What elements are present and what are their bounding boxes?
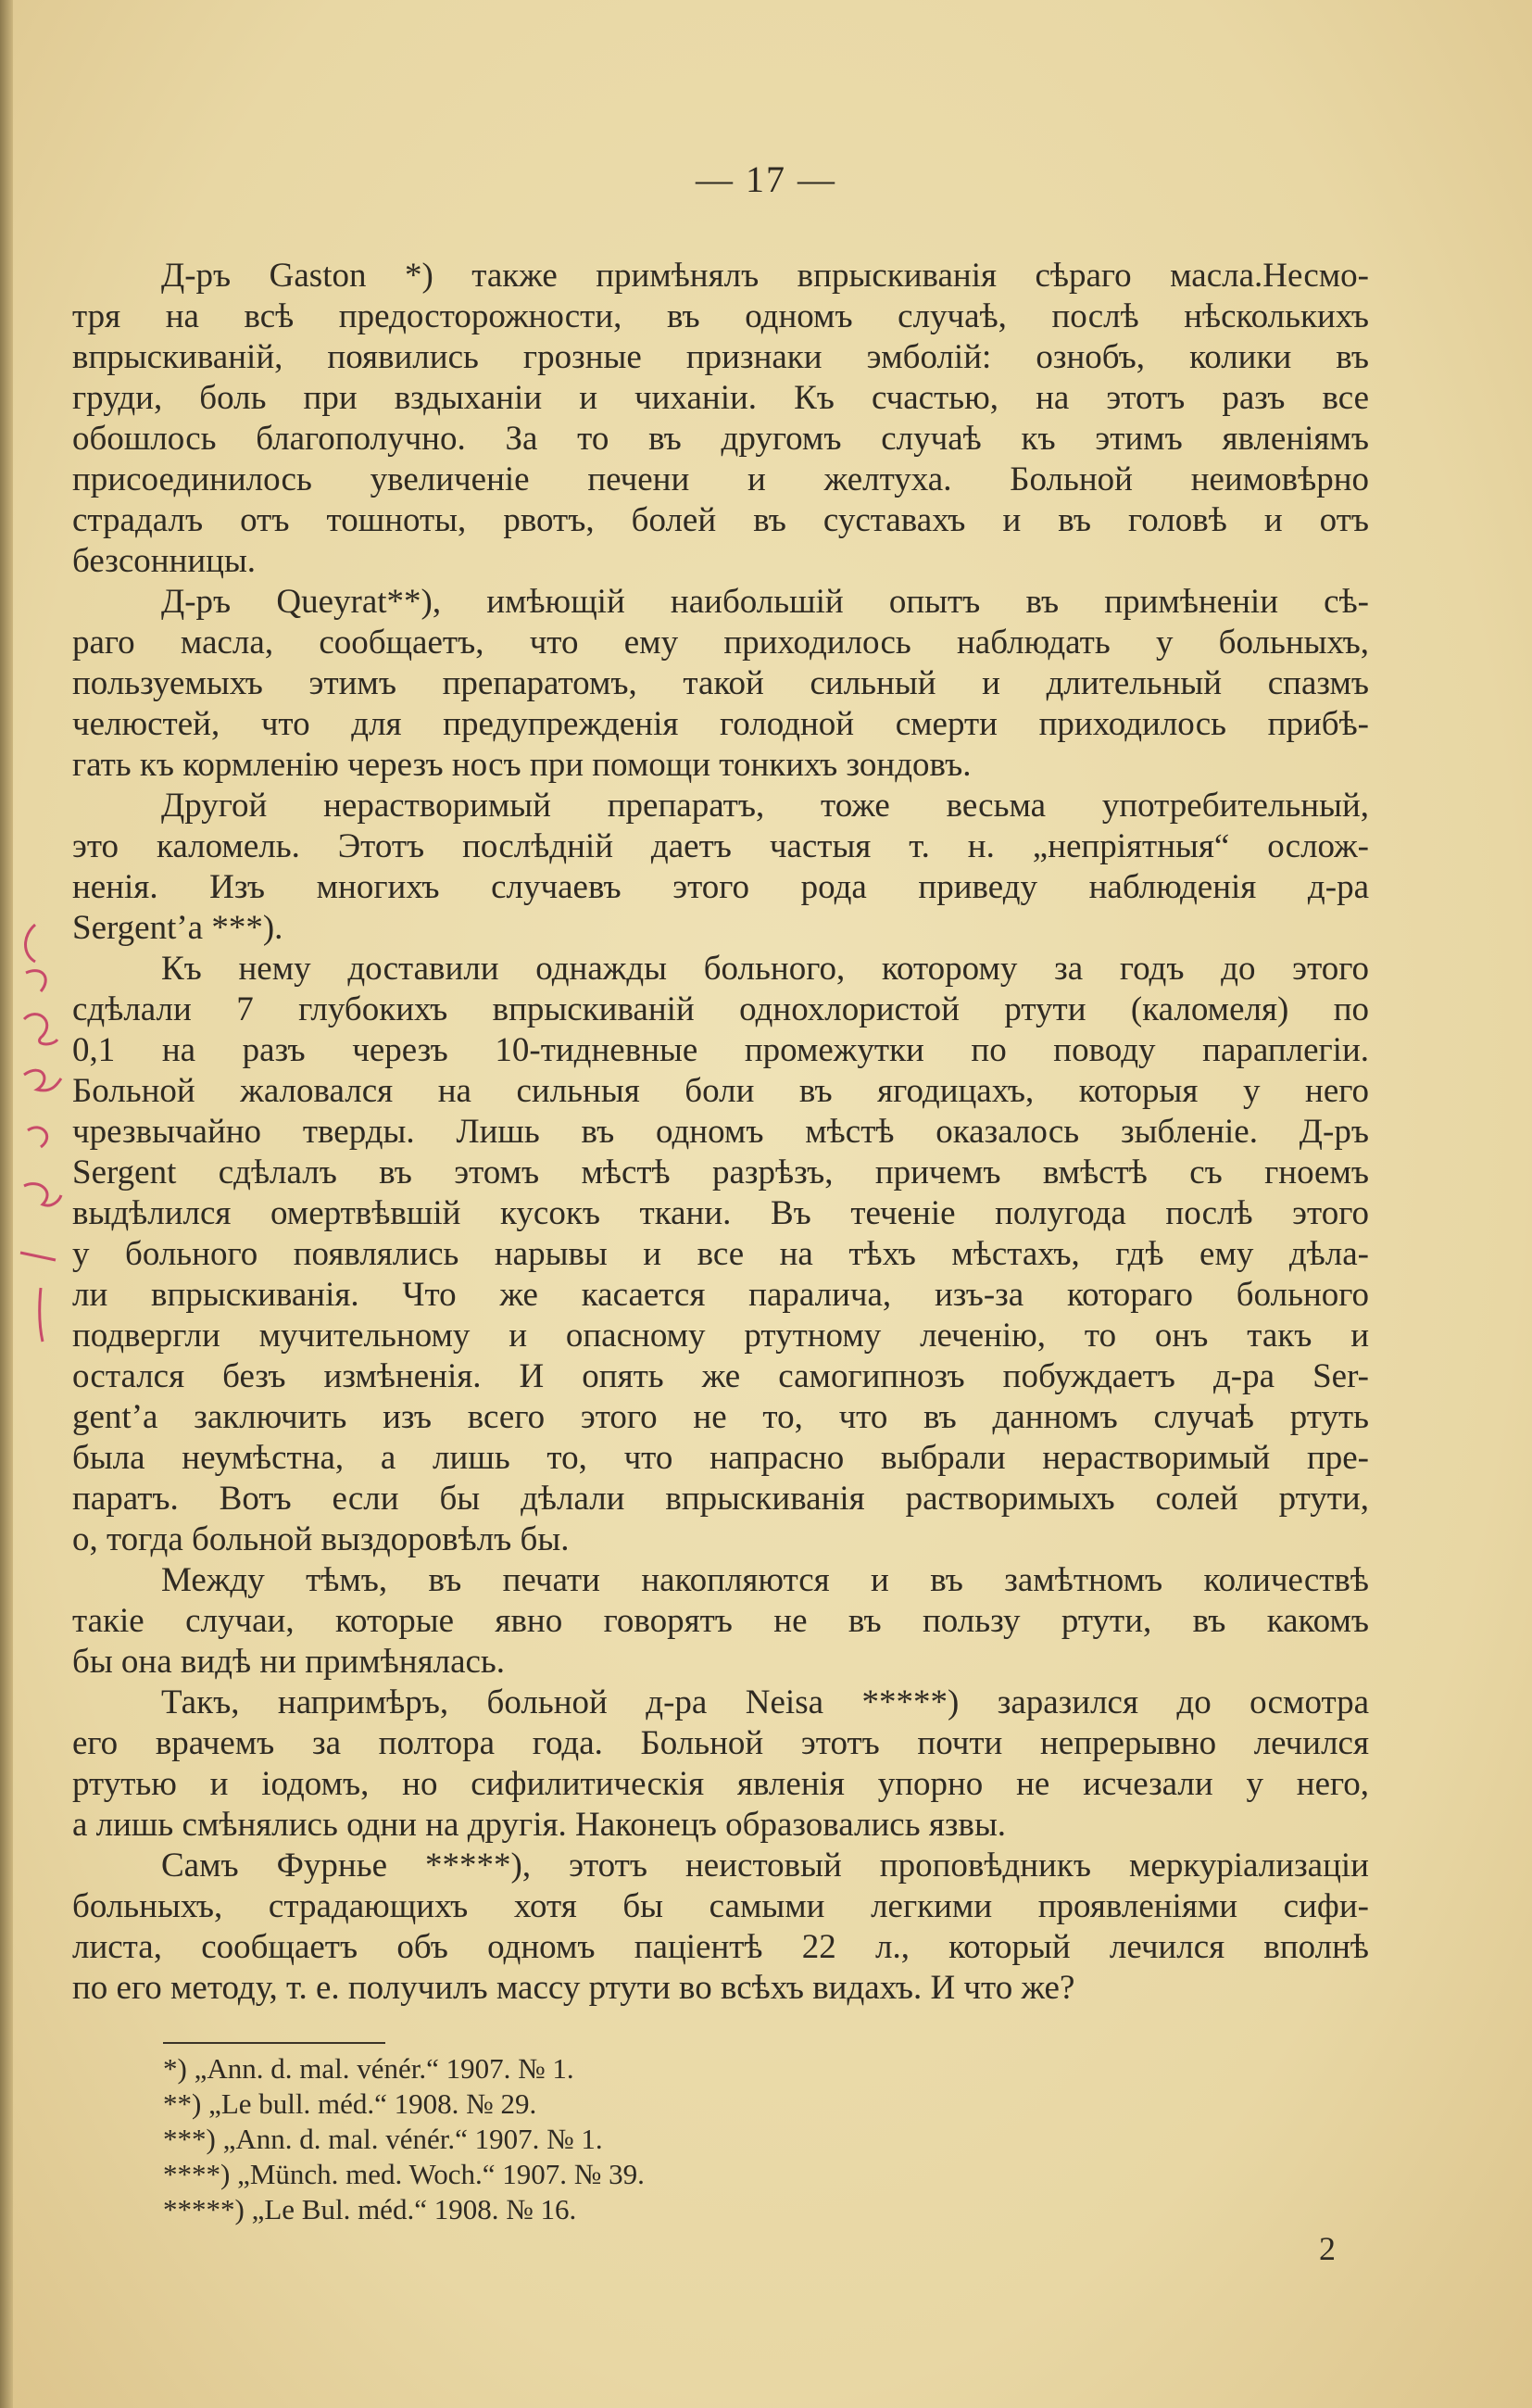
text-line: страдалъ отъ тошноты, рвотъ, болей въ суставахъ и въ головѣ и отъ bbox=[72, 501, 1369, 539]
text-line: гать къ кормленію черезъ носъ при помощи тонкихъ зондовъ. bbox=[72, 746, 972, 784]
text-line: пользуемыхъ этимъ препаратомъ, такой сильный и длительный спазмъ bbox=[72, 664, 1369, 702]
text-line: Къ нему доставили однажды больного, которому за годъ до этого bbox=[161, 950, 1369, 988]
text-line: Больной жаловался на сильныя боли въ ягодицахъ, которыя у него bbox=[72, 1072, 1369, 1110]
text-line: ртутью и іодомъ, но сифилитическія явленія упорно не исчезали у него, bbox=[72, 1765, 1369, 1803]
text-line: присоединилось увеличеніе печени и желтуха. Больной неимовѣрно bbox=[72, 460, 1369, 498]
footnote: ***) „Ann. d. mal. vénér.“ 1907. № 1. bbox=[163, 2123, 603, 2155]
text-line: обошлось благополучно. За то въ другомъ случаѣ къ этимъ явленіямъ bbox=[72, 420, 1369, 458]
text-line: паратъ. Вотъ если бы дѣлали впрыскиванія растворимыхъ солей ртути, bbox=[72, 1480, 1369, 1518]
text-line: бы она видѣ ни примѣнялась. bbox=[72, 1643, 506, 1681]
text-line: у больного появлялись нарывы и все на тѣхъ мѣстахъ, гдѣ ему дѣла- bbox=[72, 1235, 1369, 1273]
text-line: по его методу, т. е. получилъ массу ртути во всѣхъ видахъ. И что же? bbox=[72, 1969, 1075, 2007]
text-line: Такъ, напримѣръ, больной д-ра Neisa *****) заразился до осмотра bbox=[161, 1683, 1369, 1721]
text-line: Между тѣмъ, въ печати накопляются и въ замѣтномъ количествѣ bbox=[161, 1561, 1369, 1599]
text-line: впрыскиваній, появились грозные признаки эмболій: ознобъ, колики въ bbox=[72, 338, 1369, 376]
text-line: раго масла, сообщаетъ, что ему приходилось наблюдать у больныхъ, bbox=[72, 624, 1369, 662]
text-line: ненія. Изъ многихъ случаевъ этого рода приведу наблюденія д-ра bbox=[72, 868, 1369, 906]
text-line: Другой нерастворимый препаратъ, тоже весьма употребительный, bbox=[161, 787, 1369, 825]
text-line: это каломель. Этотъ послѣдній даетъ частыя т. н. „непріятныя“ ослож- bbox=[72, 827, 1369, 865]
text-line: Д-ръ Queyrat**), имѣющій наибольшій опытъ въ примѣненіи сѣ- bbox=[161, 583, 1369, 621]
margin-annotations bbox=[15, 917, 70, 1362]
page-number: — 17 — bbox=[696, 158, 836, 200]
text-line: о, тогда больной выздоровѣлъ бы. bbox=[72, 1520, 570, 1558]
footnote: **) „Le bull. méd.“ 1908. № 29. bbox=[163, 2087, 537, 2120]
text-line: ли впрыскиванія. Что же касается паралича, изъ-за котораго больного bbox=[72, 1276, 1369, 1314]
text-line: Самъ Фурнье *****), этотъ неистовый проповѣдникъ меркуріализаціи bbox=[161, 1847, 1369, 1885]
text-line: тря на всѣ предосторожности, въ одномъ случаѣ, послѣ нѣсколькихъ bbox=[72, 297, 1369, 335]
text-line: челюстей, что для предупрежденія голодной смерти приходилось прибѣ- bbox=[72, 705, 1369, 743]
text-line: такіе случаи, которые явно говорятъ не въ пользу ртути, въ какомъ bbox=[72, 1602, 1369, 1640]
book-spine-edge bbox=[0, 0, 13, 2408]
text-line: сдѣлали 7 глубокихъ впрыскиваній однохлористой ртути (каломеля) по bbox=[72, 990, 1369, 1028]
text-line: больныхъ, страдающихъ хотя бы самыми легкими проявленіями сифи- bbox=[72, 1887, 1369, 1925]
text-line: безсонницы. bbox=[72, 542, 257, 580]
text-line: 0,1 на разъ черезъ 10-тидневные промежутки по поводу параплегіи. bbox=[72, 1031, 1369, 1069]
footnote: *****) „Le Bul. méd.“ 1908. № 16. bbox=[163, 2193, 577, 2225]
text-line: выдѣлился омертвѣвшій кусокъ ткани. Въ теченіе полугода послѣ этого bbox=[72, 1194, 1369, 1232]
body-text bbox=[72, 256, 1369, 2009]
text-line: gent’a заключить изъ всего этого не то, что въ данномъ случаѣ ртуть bbox=[72, 1398, 1369, 1436]
footnote: ****) „Münch. med. Woch.“ 1907. № 39. bbox=[163, 2158, 645, 2190]
footnote-rule bbox=[163, 2042, 385, 2044]
footnotes bbox=[163, 2051, 645, 2227]
text-line: подвергли мучительному и опасному ртутному леченію, то онъ такъ и bbox=[72, 1317, 1369, 1355]
text-line: была неумѣстна, а лишь то, что напрасно выбрали нерастворимый пре- bbox=[72, 1439, 1369, 1477]
text-line: Sergent сдѣлалъ въ этомъ мѣстѣ разрѣзъ, причемъ вмѣстѣ съ гноемъ bbox=[72, 1154, 1369, 1191]
text-line: его врачемъ за полтора года. Больной этотъ почти непрерывно лечился bbox=[72, 1724, 1369, 1762]
footnote: *) „Ann. d. mal. vénér.“ 1907. № 1. bbox=[163, 2052, 574, 2085]
text-line: Д-ръ Gaston *) также примѣнялъ впрыскиванія сѣраго масла.Несмо- bbox=[161, 257, 1369, 295]
signature-mark: 2 bbox=[1319, 2230, 1336, 2267]
text-line: Sergent’a ***). bbox=[72, 909, 283, 947]
text-line: чрезвычайно тверды. Лишь въ одномъ мѣстѣ оказалось зыбленіе. Д-ръ bbox=[72, 1113, 1369, 1151]
text-line: груди, боль при вздыханіи и чиханіи. Къ счастью, на этотъ разъ все bbox=[72, 379, 1369, 417]
text-line: листа, сообщаетъ объ одномъ паціентѣ 22 л., который лечился вполнѣ bbox=[72, 1928, 1369, 1966]
text-line: а лишь смѣнялись одни на другія. Наконецъ образовались язвы. bbox=[72, 1806, 1007, 1844]
text-line: остался безъ измѣненія. И опять же самогипнозъ побуждаетъ д-ра Ser- bbox=[72, 1357, 1369, 1395]
